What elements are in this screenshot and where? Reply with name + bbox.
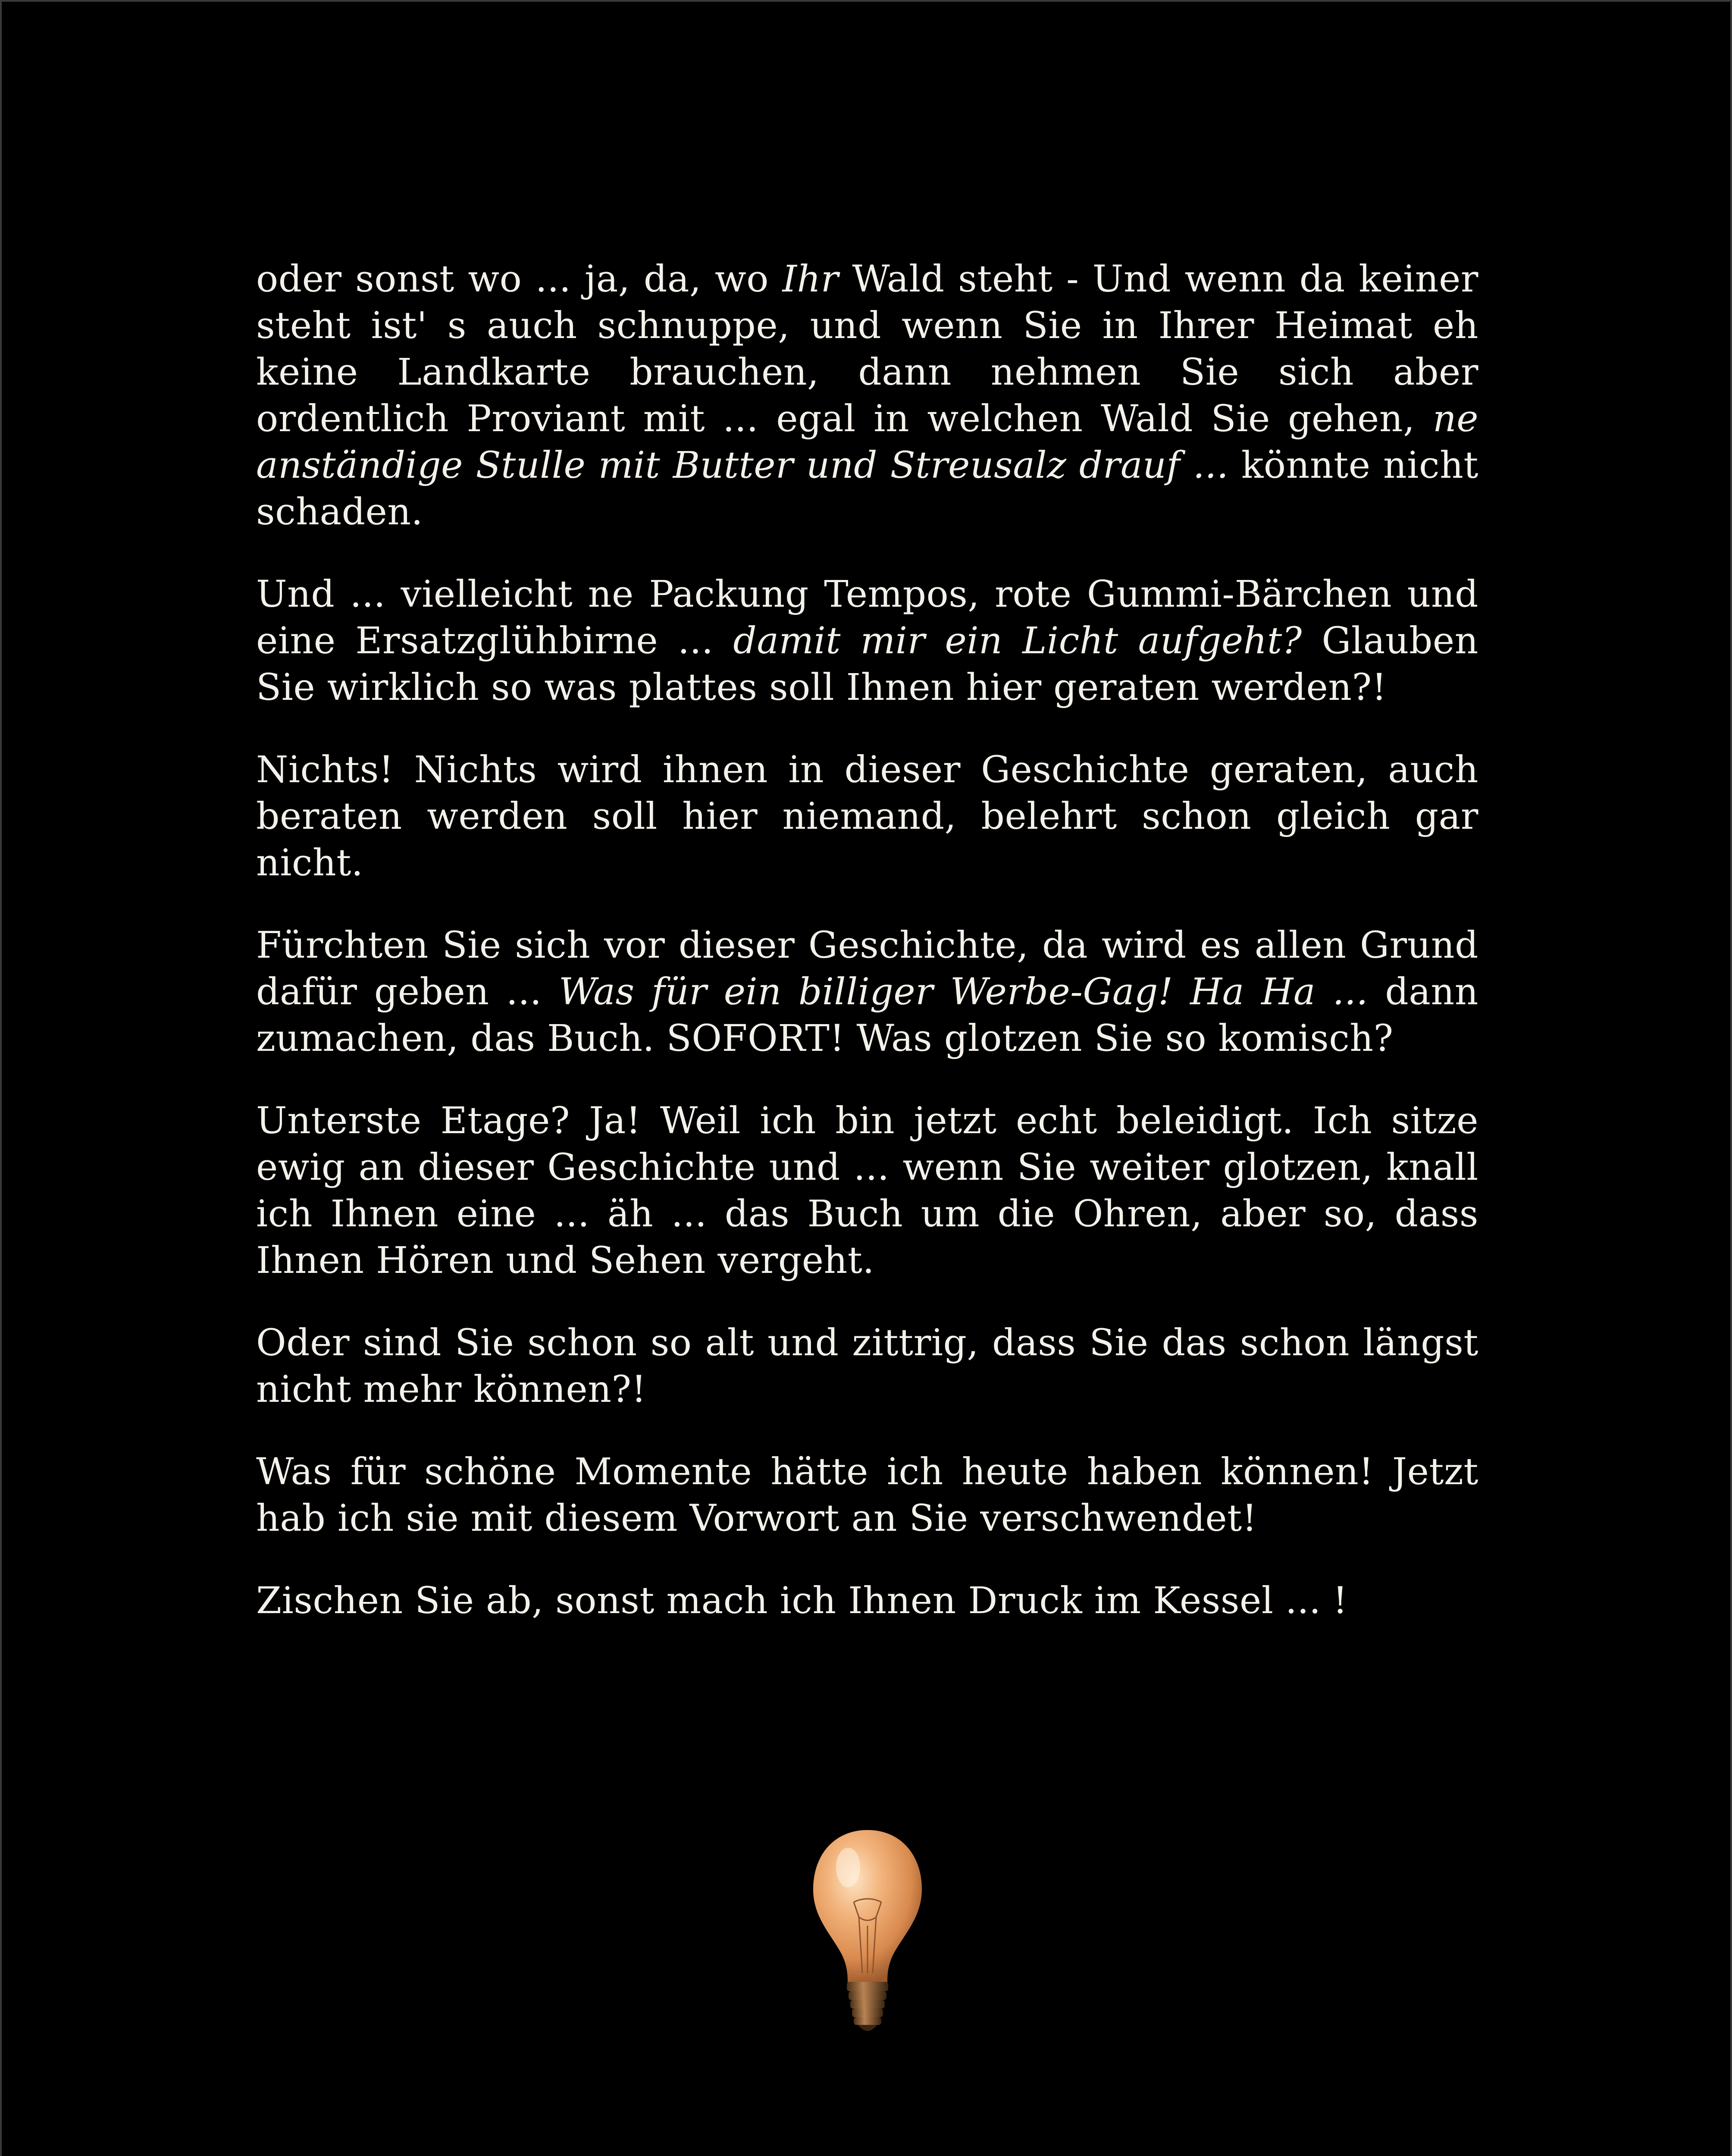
- text-run: Und ... vielleicht ne Packung Tempos, rote Gummi-Bärchen und eine Ersatzglühbirne ...: [256, 573, 1478, 662]
- paragraph: [256, 1098, 1478, 1284]
- text-run: Glauben Sie wirklich so was plattes soll Ihnen hier geraten werden?!: [256, 620, 1478, 709]
- italic-text: Was für ein billiger Werbe-Gag! Ha Ha ...: [558, 971, 1369, 1013]
- paragraph: [256, 256, 1478, 536]
- text-run: könnte nicht schaden.: [256, 444, 1478, 533]
- text-run: Fürchten Sie sich vor dieser Geschichte, da wird es allen Grund dafür geben ...: [256, 924, 1478, 1013]
- italic-text: damit mir ein Licht aufgeht?: [733, 620, 1302, 662]
- page-text: [256, 256, 1478, 1660]
- light-bulb-icon: [807, 1827, 928, 2042]
- paragraph: [256, 571, 1478, 711]
- paragraph: [256, 1320, 1478, 1413]
- paragraph: [256, 747, 1478, 887]
- text-run: Unterste Etage? Ja! Weil ich bin jetzt echt beleidigt. Ich sitze ewig an dieser Geschichte und ... wenn Sie weiter glotzen, knall ich Ihnen eine ... äh ... das Buch um die Ohren, aber so, dass Ihnen Hören und Sehen vergeht.: [256, 1100, 1478, 1282]
- text-run: Was für schöne Momente hätte ich heute haben können! Jetzt hab ich sie mit diesem Vorwort an Sie verschwendet!: [256, 1451, 1478, 1540]
- text-run: Wald steht - Und wenn da keiner steht ist' s auch schnuppe, und wenn Sie in Ihrer Heimat eh keine Landkarte brauchen, dann nehmen Sie sich aber ordentlich Proviant mit ... egal in welchen Wald Sie gehen,: [256, 258, 1478, 440]
- text-run: oder sonst wo ... ja, da, wo: [256, 258, 783, 301]
- paragraph: [256, 1449, 1478, 1542]
- text-run: dann zumachen, das Buch. SOFORT! Was glotzen Sie so komisch?: [256, 971, 1478, 1060]
- text-run: Zischen Sie ab, sonst mach ich Ihnen Druck im Kessel ... !: [256, 1579, 1348, 1622]
- paragraph: [256, 1578, 1478, 1624]
- text-run: Oder sind Sie schon so alt und zittrig, dass Sie das schon längst nicht mehr können?!: [256, 1322, 1478, 1411]
- paragraph: [256, 922, 1478, 1062]
- text-run: Nichts! Nichts wird ihnen in dieser Geschichte geraten, auch beraten werden soll hier niemand, belehrt schon gleich gar nicht.: [256, 749, 1478, 884]
- italic-text: Ihr: [782, 258, 839, 301]
- italic-text: ne anständige Stulle mit Butter und Streusalz drauf ...: [256, 398, 1478, 487]
